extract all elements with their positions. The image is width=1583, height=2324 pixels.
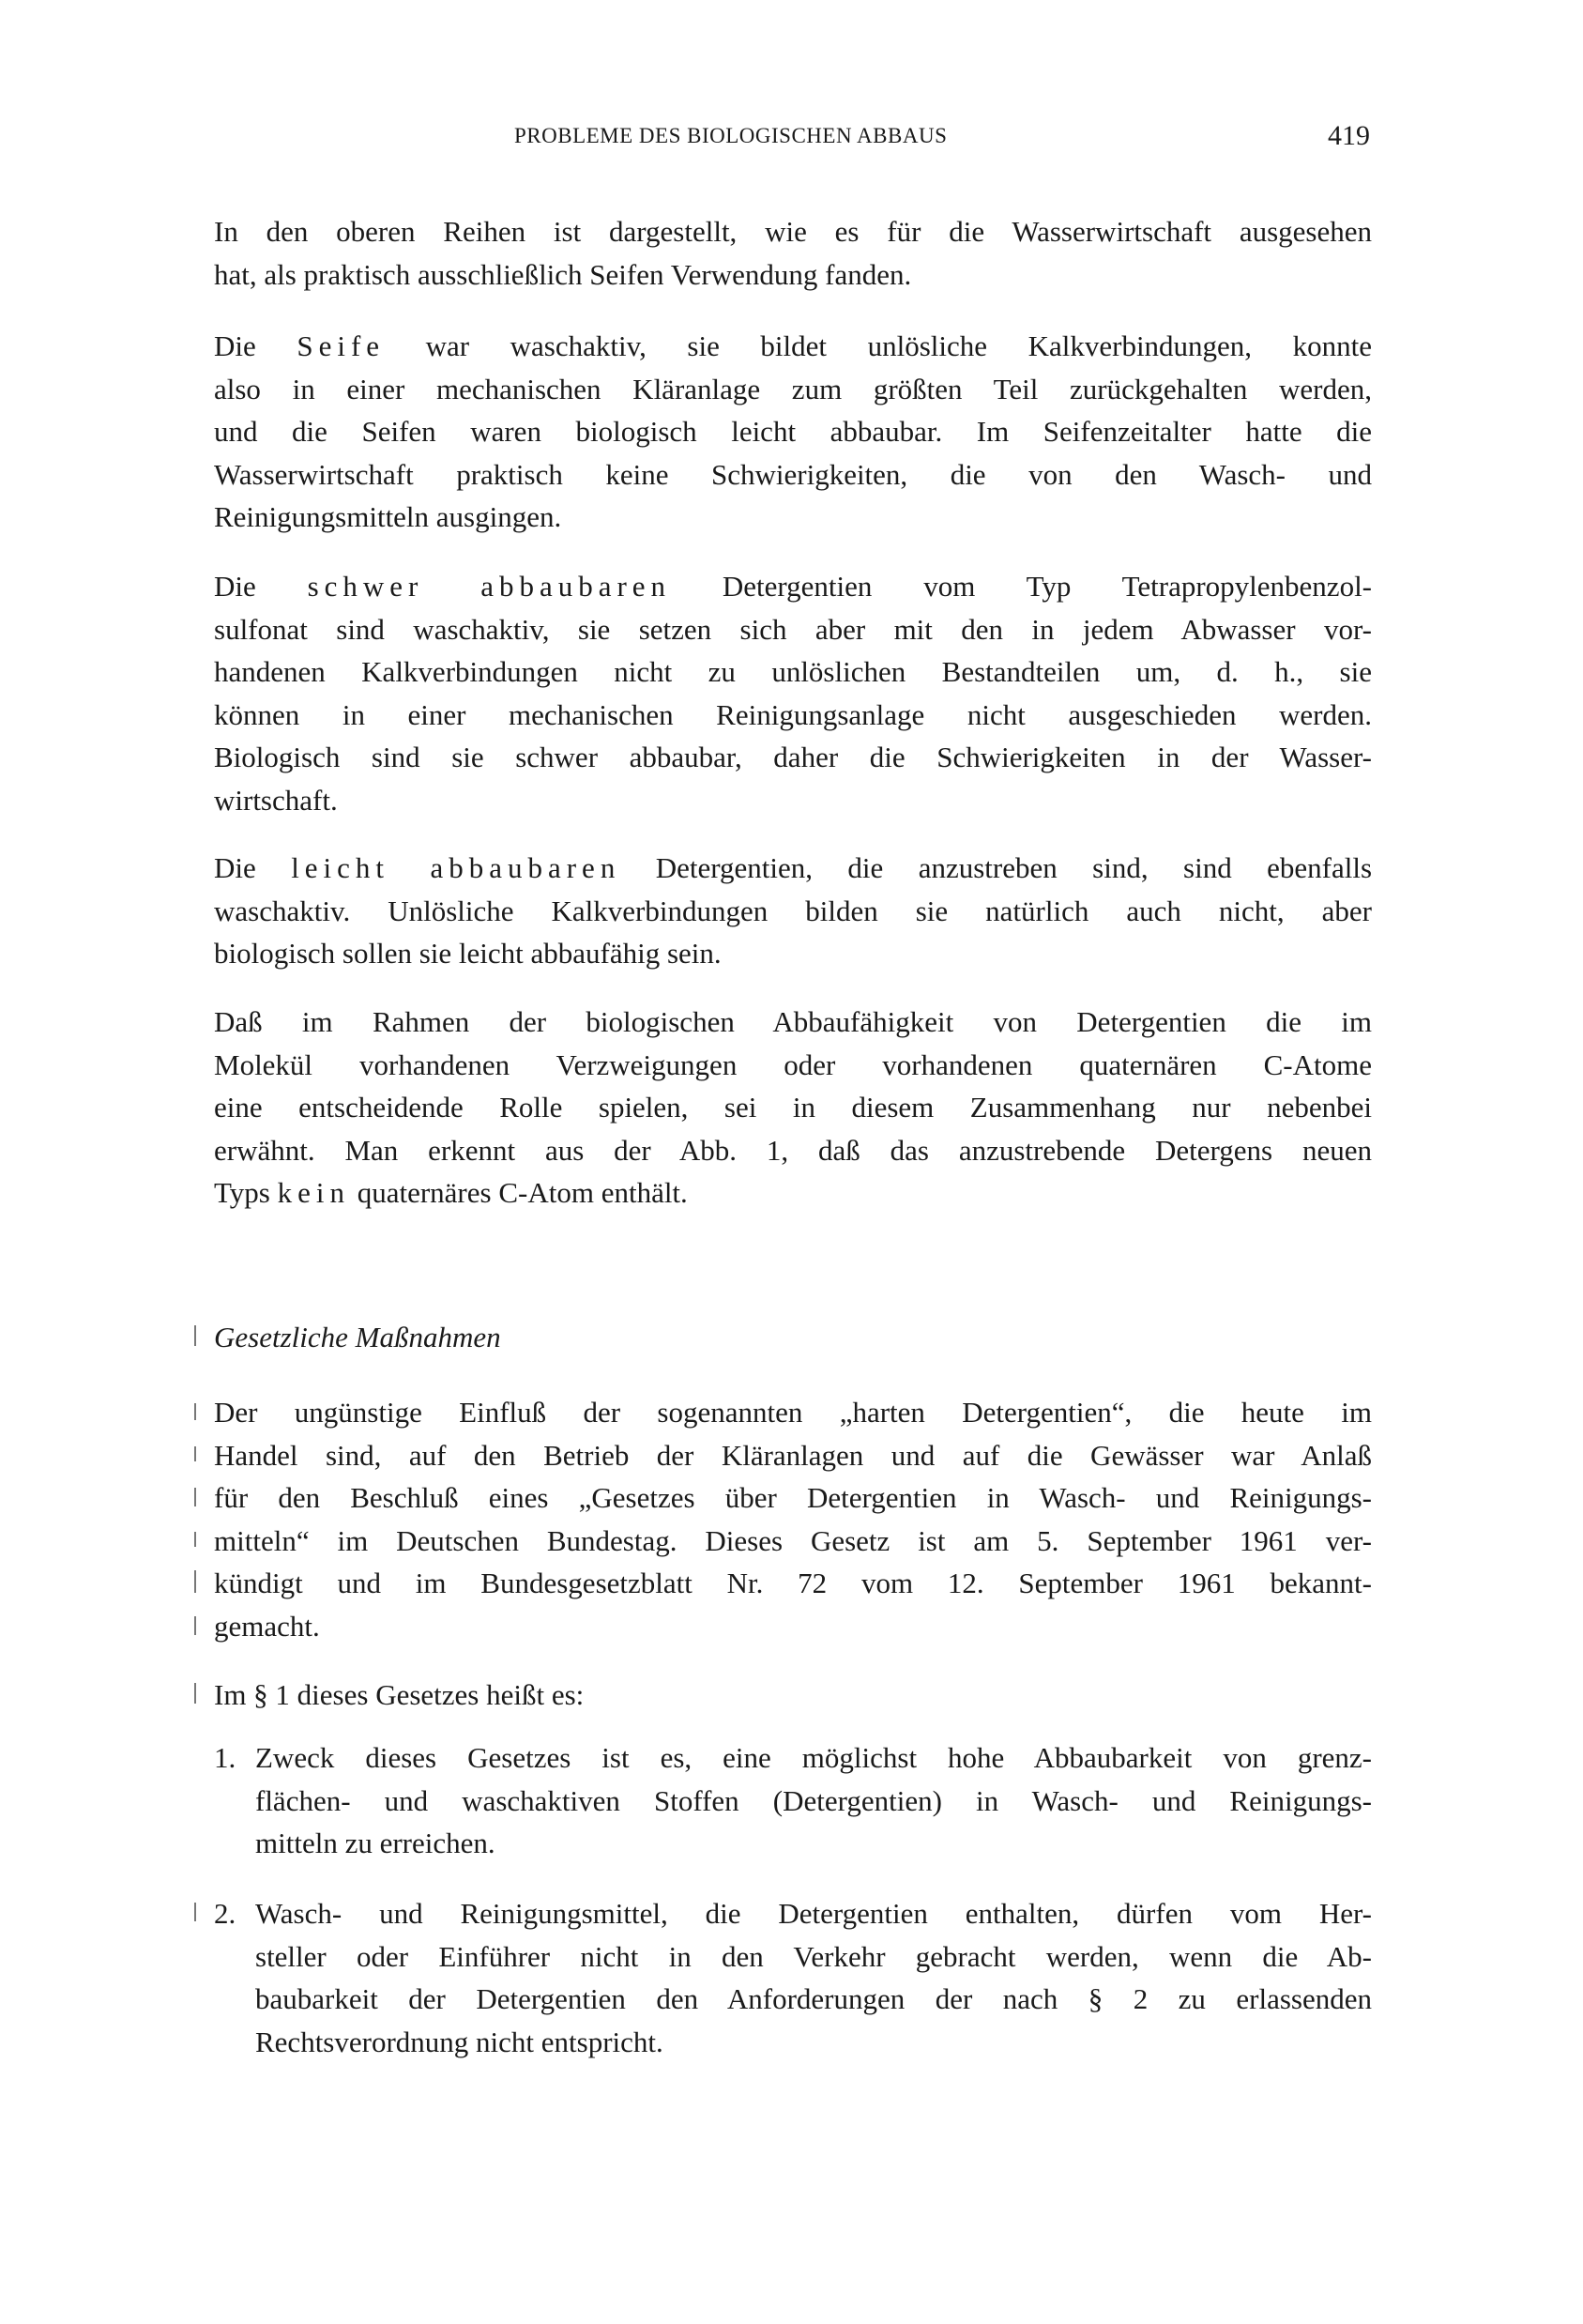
text-line xyxy=(214,694,1372,737)
text-line xyxy=(214,1044,1372,1087)
text-line xyxy=(214,253,1372,297)
text-segment: also in einer mechanischen Kläranlage zum größten Teil zurückgehalten werden, xyxy=(214,372,1372,405)
list-item xyxy=(214,1892,1372,2063)
text-line xyxy=(214,1476,1372,1520)
text-line xyxy=(214,410,1372,453)
text-segment: biologisch sollen sie leicht abbaufähig sein. xyxy=(214,937,722,970)
text-line xyxy=(214,1520,1372,1563)
margin-mark xyxy=(194,1683,196,1704)
text-line xyxy=(255,1892,1372,1935)
paragraph xyxy=(214,210,1372,296)
text-segment: waschaktiv. Unlösliche Kalkverbindungen bilden sie natürlich auch nicht, aber xyxy=(214,894,1372,927)
text-line xyxy=(214,496,1372,539)
list-item xyxy=(214,1736,1372,1865)
text-segment: Der ungünstige Einfluß der sogenannten „harten Detergentien“, die heute im xyxy=(214,1396,1372,1429)
text-line xyxy=(214,650,1372,694)
text-line xyxy=(214,1562,1372,1605)
list-number: 2. xyxy=(214,1897,236,1930)
text-segment: erwähnt. Man erkennt aus der Abb. 1, daß das anzustrebende Detergens neuen xyxy=(214,1133,1372,1167)
text-segment: mitteln zu erreichen. xyxy=(255,1827,495,1859)
page-number: 419 xyxy=(1328,120,1370,151)
text-line xyxy=(214,1171,1372,1215)
text-segment: flächen- und waschaktiven Stoffen (Detergentien) in Wasch- und Reinigungs- xyxy=(255,1783,1372,1817)
list-number: 1. xyxy=(214,1741,236,1774)
text-segment: hat, als praktisch ausschließlich Seifen Verwendung fanden. xyxy=(214,257,912,291)
text-line xyxy=(214,565,1372,608)
text-segment: Die xyxy=(214,851,292,884)
text-segment: Rechtsverordnung nicht entspricht. xyxy=(255,2025,663,2058)
text-segment: quaternäres C-Atom enthält. xyxy=(349,1176,688,1209)
text-segment: war waschaktiv, sie bildet unlösliche Kalkverbindungen, konnte xyxy=(385,329,1373,362)
paragraph xyxy=(214,325,1372,539)
text-line xyxy=(214,890,1372,933)
text-line xyxy=(214,1086,1372,1129)
text-segment: Molekül vorhandenen Verzweigungen oder vorhandenen quaternären C-Atome xyxy=(214,1047,1372,1081)
text-line xyxy=(214,779,1372,822)
text-segment: Biologisch sind sie schwer abbaubar, daher die Schwierigkeiten in der Wasser- xyxy=(214,741,1372,773)
text-line xyxy=(255,1935,1372,1979)
paragraph xyxy=(214,1001,1372,1215)
text-line xyxy=(214,1674,1372,1717)
text-segment: Detergentien, die anzustreben sind, sind ebenfalls xyxy=(620,851,1373,884)
text-segment: Die xyxy=(214,570,308,603)
text-line xyxy=(214,736,1372,779)
margin-mark xyxy=(194,1325,196,1346)
emphasized-text: schwer abbaubaren xyxy=(307,570,672,603)
margin-mark xyxy=(194,1903,196,1921)
text-line xyxy=(214,325,1372,368)
text-segment: können in einer mechanischen Reinigungsanlage nicht ausgeschieden werden. xyxy=(214,697,1372,731)
paragraph xyxy=(214,565,1372,821)
text-line xyxy=(255,1780,1372,1823)
text-segment: Detergentien vom Typ Tetrapropylenbenzol- xyxy=(671,570,1372,603)
list-item-text xyxy=(255,1736,1372,1865)
text-line xyxy=(214,1129,1372,1172)
text-segment: Reinigungsmitteln ausgingen. xyxy=(214,500,562,533)
text-segment: steller oder Einführer nicht in den Verkehr gebracht werden, wenn die Ab- xyxy=(255,1939,1372,1973)
emphasized-text: leicht abbaubaren xyxy=(291,851,621,884)
text-segment: Daß im Rahmen der biologischen Abbaufähigkeit von Detergentien die im xyxy=(214,1005,1372,1038)
emphasized-text: Seife xyxy=(297,329,386,362)
text-line xyxy=(214,1391,1372,1434)
margin-mark xyxy=(194,1488,196,1506)
text-segment: für den Beschluß eines „Gesetzes über Detergentien in Wasch- und Reinigungs- xyxy=(214,1481,1372,1514)
text-segment: Die xyxy=(214,329,297,362)
margin-mark xyxy=(194,1403,196,1420)
text-segment: und die Seifen waren biologisch leicht abbaubar. Im Seifenzeitalter hatte die xyxy=(214,415,1372,448)
text-segment: Zweck dieses Gesetzes ist es, eine möglichst hohe Abbaubarkeit von grenz- xyxy=(255,1741,1372,1774)
paragraph xyxy=(214,1391,1372,1647)
text-segment: Typs xyxy=(214,1176,278,1209)
text-segment: Wasch- und Reinigungsmittel, die Detergentien enthalten, dürfen vom Her- xyxy=(255,1897,1372,1930)
text-segment: mitteln“ im Deutschen Bundestag. Dieses Gesetz ist am 5. September 1961 ver- xyxy=(214,1523,1372,1557)
section-heading: Gesetzliche Maßnahmen xyxy=(214,1321,501,1353)
list-item-text xyxy=(255,1892,1372,2063)
text-line xyxy=(214,368,1372,411)
margin-mark xyxy=(194,1532,196,1547)
text-line xyxy=(214,1001,1372,1044)
text-segment: baubarkeit der Detergentien den Anforderungen der nach § 2 zu erlassenden xyxy=(255,1982,1372,2015)
text-line xyxy=(214,847,1372,890)
text-segment: wirtschaft. xyxy=(214,783,338,817)
text-line xyxy=(214,210,1372,253)
margin-mark xyxy=(194,1446,196,1461)
text-segment: Im § 1 dieses Gesetzes heißt es: xyxy=(214,1678,585,1711)
paragraph xyxy=(214,1674,1372,1717)
text-segment: handenen Kalkverbindungen nicht zu unlöslichen Bestandteilen um, d. h., sie xyxy=(214,655,1372,688)
text-segment: In den oberen Reihen ist dargestellt, wie es für die Wasserwirtschaft ausgesehen xyxy=(214,215,1372,248)
text-line xyxy=(214,608,1372,651)
text-line xyxy=(214,1605,1372,1648)
text-line xyxy=(255,1822,1372,1865)
text-line xyxy=(255,1978,1372,2021)
text-line xyxy=(214,1434,1372,1477)
text-line xyxy=(255,2021,1372,2064)
text-segment: Wasserwirtschaft praktisch keine Schwierigkeiten, die von den Wasch- und xyxy=(214,457,1372,491)
text-segment: sulfonat sind waschaktiv, sie setzen sich aber mit den in jedem Abwasser vor- xyxy=(214,612,1372,646)
margin-mark xyxy=(194,1616,196,1635)
running-header: PROBLEME DES BIOLOGISCHEN ABBAUS xyxy=(514,124,948,147)
text-segment: kündigt und im Bundesgesetzblatt Nr. 72 vom 12. September 1961 bekannt- xyxy=(214,1567,1372,1599)
text-line xyxy=(255,1736,1372,1780)
text-segment: Handel sind, auf den Betrieb der Kläranlagen und auf die Gewässer war Anlaß xyxy=(214,1438,1372,1472)
text-line xyxy=(214,453,1372,497)
text-segment: gemacht. xyxy=(214,1609,320,1643)
emphasized-text: kein xyxy=(277,1176,350,1209)
margin-mark xyxy=(194,1570,196,1593)
paragraph xyxy=(214,847,1372,975)
text-line xyxy=(214,932,1372,975)
text-segment: eine entscheidende Rolle spielen, sei in diesem Zusammenhang nur nebenbei xyxy=(214,1091,1372,1124)
